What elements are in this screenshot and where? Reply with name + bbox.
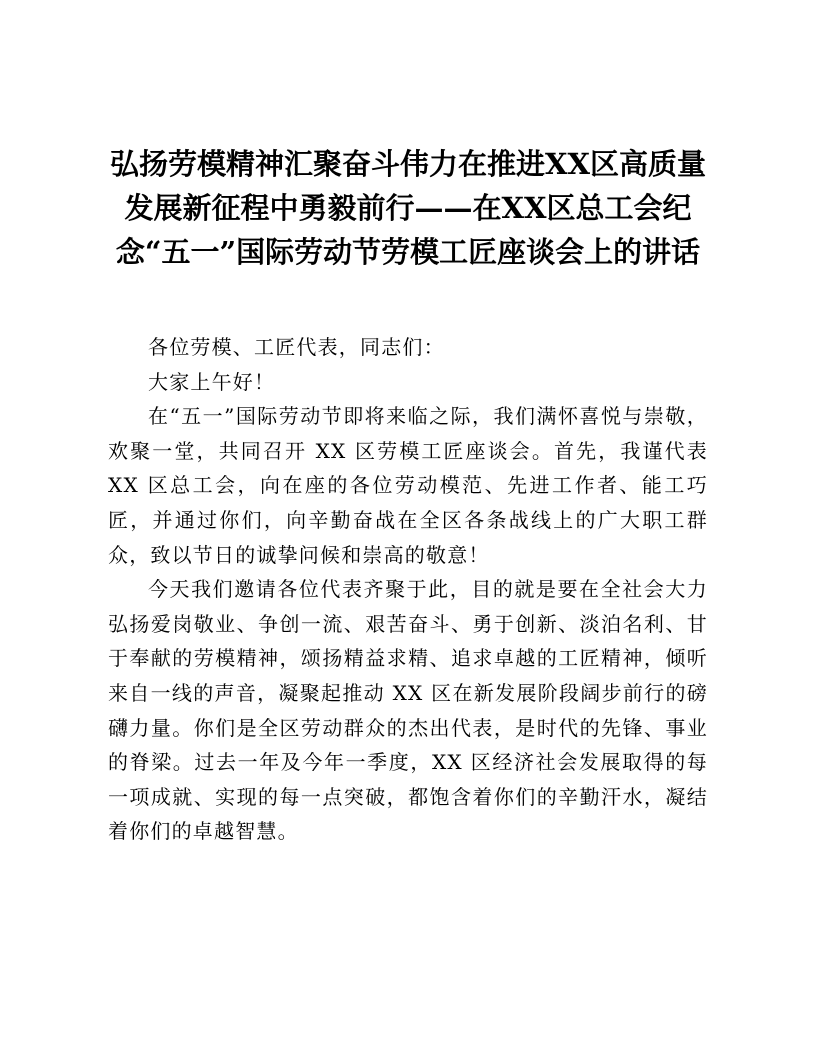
document-body — [108, 330, 708, 849]
body-paragraph: 今天我们邀请各位代表齐聚于此，目的就是要在全社会大力弘扬爱岗敬业、争创一流、艰苦奋斗、勇于创新、淡泊名利、甘于奉献的劳模精神，颂扬精益求精、追求卓越的工匠精神，倾听来自一线的声音，凝聚起推动 XX 区在新发展阶段阔步前行的磅礴力量。你们是全区劳动群众的杰出代表，是时代的先锋、事业的脊梁。过去一年及今年一季度，XX 区经济社会发展取得的每一项成就、实现的每一点突破，都饱含着你们的辛勤汗水，凝结着你们的卓越智慧。 — [108, 577, 708, 844]
salutation-paragraph: 各位劳模、工匠代表，同志们： — [148, 335, 445, 359]
greeting-paragraph: 大家上午好！ — [148, 369, 276, 394]
document-title: 弘扬劳模精神汇聚奋斗伟力在推进XX区高质量发展新征程中勇毅前行——在XX区总工会纪念“五一”国际劳动节劳模工匠座谈会上的讲话 — [109, 147, 706, 269]
body-paragraph: 在“五一”国际劳动节即将来临之际，我们满怀喜悦与崇敬，欢聚一堂，共同召开 XX 区劳模工匠座谈会。首先，我谨代表 XX 区总工会，向在座的各位劳动模范、先进工作者、能工巧匠，并通过你们，向辛勤奋战在全区各条战线上的广大职工群众，致以节日的诚挚问候和崇高的敬意！ — [108, 404, 708, 567]
